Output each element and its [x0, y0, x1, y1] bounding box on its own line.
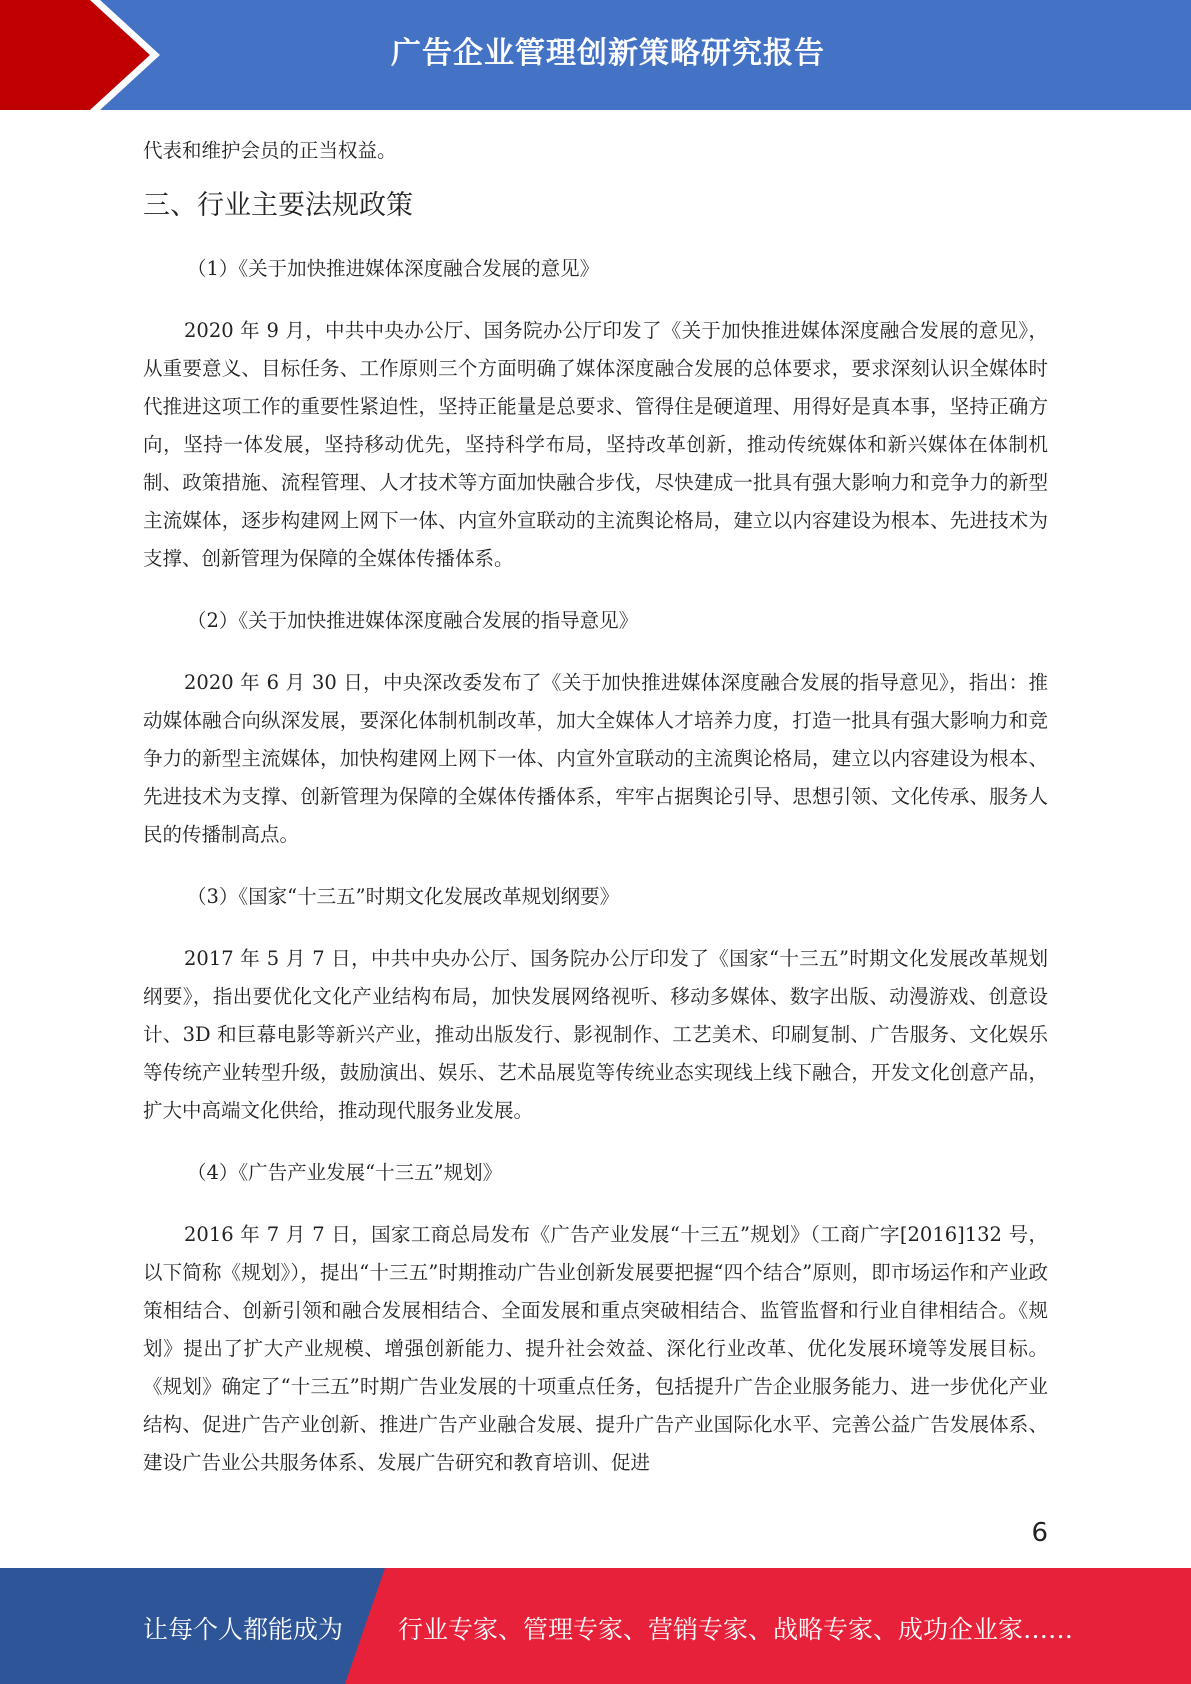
section-title: 三、行业主要法规政策 [143, 190, 413, 221]
item-heading: （3）《国家“十三五”时期文化发展改革规划纲要》 [187, 885, 620, 908]
footer-slogan-left: 让每个人都能成为 [143, 1615, 344, 1644]
page-number: 6 [1031, 1518, 1048, 1548]
item-body: 2017 年 5 月 7 日，中共中央办公厅、国务院办公厅印发了《国家“十三五”时期文化发展改革规划纲要》，指出要优化文化产业结构布局，加快发展网络视听、移动多媒体、数字出版、动漫游戏、创意设计、3D 和巨幕电影等新兴产业，推动出版发行、影视制作、工艺美术、印刷复制、广告服务、文化娱乐等传统产业转型升级，鼓励演出、娱乐、艺术品展览等传统业态实现线上线下融合，开发文化创意产品，扩大中高端文化供给，推动现代服务业发展。 [143, 947, 1048, 1122]
document-body [143, 132, 1048, 1506]
page-footer [0, 1568, 1191, 1684]
footer-slogan-right: 行业专家、管理专家、营销专家、战略专家、成功企业家…… [398, 1615, 1074, 1644]
item-heading: （4）《广告产业发展“十三五”规划》 [187, 1161, 503, 1184]
item-heading: （2）《关于加快推进媒体深度融合发展的指导意见》 [187, 609, 639, 632]
item-heading: （1）《关于加快推进媒体深度融合发展的意见》 [187, 257, 600, 280]
item-body: 2016 年 7 月 7 日，国家工商总局发布《广告产业发展“十三五”规划》（工商广字[2016]132 号，以下简称《规划》），提出“十三五”时期推动广告业创新发展要把握“四个结合”原则，即市场运作和产业政策相结合、创新引领和融合发展相结合、全面发展和重点突破相结合、监管监督和行业自律相结合。《规划》提出了扩大产业规模、增强创新能力、提升社会效益、深化行业改革、优化发展环境等发展目标。《规划》确定了“十三五”时期广告业发展的十项重点任务，包括提升广告企业服务能力、进一步优化产业结构、促进广告产业创新、推进广告产业融合发展、提升广告产业国际化水平、完善公益广告发展体系、建设广告业公共服务体系、发展广告研究和教育培训、促进 [143, 1223, 1048, 1474]
lead-paragraph: 代表和维护会员的正当权益。 [143, 139, 397, 162]
item-body: 2020 年 9 月，中共中央办公厅、国务院办公厅印发了《关于加快推进媒体深度融合发展的意见》，从重要意义、目标任务、工作原则三个方面明确了媒体深度融合发展的总体要求，要求深刻认识全媒体时代推进这项工作的重要性紧迫性，坚持正能量是总要求、管得住是硬道理、用得好是真本事，坚持正确方向，坚持一体发展，坚持移动优先，坚持科学布局，坚持改革创新，推动传统媒体和新兴媒体在体制机制、政策措施、流程管理、人才技术等方面加快融合步伐，尽快建成一批具有强大影响力和竞争力的新型主流媒体，逐步构建网上网下一体、内宣外宣联动的主流舆论格局，建立以内容建设为根本、先进技术为支撑、创新管理为保障的全媒体传播体系。 [143, 319, 1048, 570]
item-body: 2020 年 6 月 30 日，中央深改委发布了《关于加快推进媒体深度融合发展的指导意见》，指出：推动媒体融合向纵深发展，要深化体制机制改革，加大全媒体人才培养力度，打造一批具有强大影响力和竞争力的新型主流媒体，加快构建网上网下一体、内宣外宣联动的主流舆论格局，建立以内容建设为根本、先进技术为支撑、创新管理为保障的全媒体传播体系，牢牢占据舆论引导、思想引领、文化传承、服务人民的传播制高点。 [143, 671, 1048, 846]
page-header: 广告企业管理创新策略研究报告 [0, 0, 1191, 110]
